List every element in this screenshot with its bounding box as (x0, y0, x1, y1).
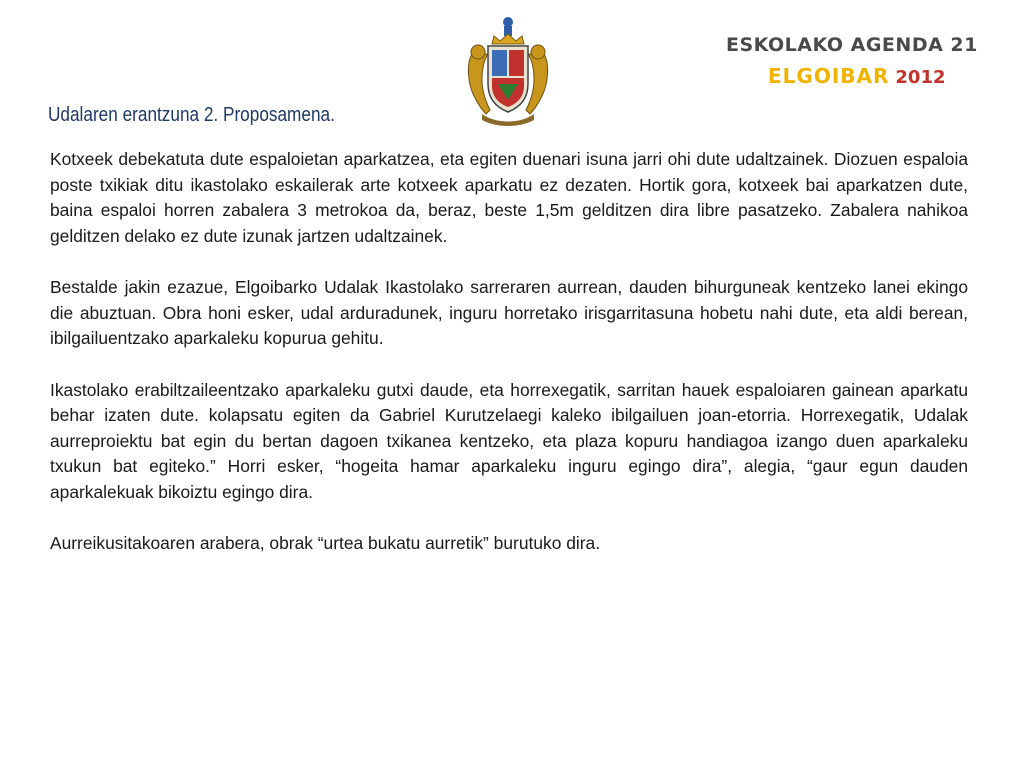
crest-icon (462, 14, 554, 128)
page-title: Udalaren erantzuna 2. Proposamena. (48, 104, 335, 126)
paragraph-1: Kotxeek debekatuta dute espaloietan aparkatzea, eta egiten duenari isuna jarri ohi dute udaltzainek. Diozuen espaloia poste txikiak ditu ikastolako eskailerak arte kotxeek aparkatu ez dezaten. Hortik gora, kotxeek bai aparkatzen dute, baina espaloi horren zabalera 3 metrokoa da, beraz, beste 1,5m gelditzen dira libre pasatzeko. Zabalera nahikoa gelditzen delako ez dute izunak jartzen udaltzainek. (50, 149, 968, 246)
paragraph-2: Bestalde jakin ezazue, Elgoibarko Udalak Ikastolako sarreraren aurrean, dauden bihurguneak kentzeko lanei ekingo die abuztuan. Obra honi esker, udal arduradunek, inguru horretako irisgarritasuna hobetu nahi dute, eta aldi berean, ibilgailuentzako aparkaleku kopurua gehitu. (50, 277, 968, 348)
paragraph-4: Aurreikusitakoaren arabera, obrak “urtea bukatu aurretik” burutuko dira. (50, 533, 601, 553)
paragraph-3: Ikastolako erabiltzaileentzako aparkaleku gutxi daude, eta horrexegatik, sarritan hauek espaloiaren gainean aparkatu behar izaten dute. kolapsatu egiten da Gabriel Kurutzelaegi kaleko ibilgailuen joan-etorria. Horrexegatik, Udalak aurreproiektu bat egin du bertan dagoen txikanea kentzeko, eta plaza kopuru handiagoa izango duen aparkaleku txukun bat egiteko.” Horri esker, “hogeita hamar aparkaleku inguru egingo dira”, alegia, “gaur egun dauden aparkalekuak bikoiztu egingo dira. (50, 379, 968, 502)
logo-title: ESKOLAKO AGENDA 21 (726, 34, 978, 56)
logo-year: 2012 (895, 67, 946, 88)
body-text (50, 147, 968, 583)
coat-of-arms (462, 14, 554, 128)
eskolako-agenda-logo (722, 34, 978, 94)
logo-town: ELGOIBAR (768, 64, 890, 88)
logo-subtitle (768, 64, 946, 88)
